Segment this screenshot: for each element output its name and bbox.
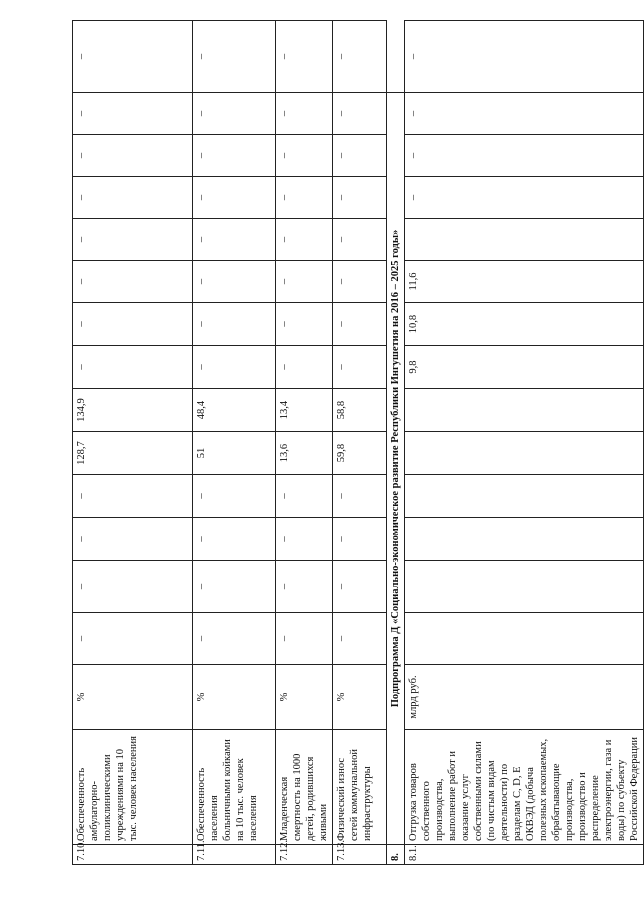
value-cell: – (333, 219, 387, 261)
table-row (333, 21, 387, 865)
rotated-table-container (72, 20, 640, 865)
value-cell: – (193, 21, 276, 93)
value-cell: – (333, 303, 387, 346)
value-cell (405, 518, 644, 561)
value-cell: – (73, 518, 193, 561)
value-cell: 10,8 (405, 303, 644, 346)
section-row (387, 21, 405, 865)
indicator-name: Обеспеченность населения больничными койками на 10 тыс. человек населения (193, 730, 276, 845)
value-cell: – (405, 177, 644, 219)
value-cell: 134,9 (73, 389, 193, 432)
value-cell: – (276, 21, 333, 93)
value-cell: 13,6 (276, 432, 333, 475)
value-cell: – (333, 346, 387, 389)
value-cell: – (333, 93, 387, 135)
unit-cell: % (193, 665, 276, 730)
value-cell: – (73, 613, 193, 665)
table-row (73, 21, 193, 865)
value-cell: – (405, 135, 644, 177)
unit-cell: % (333, 665, 387, 730)
value-cell: – (405, 93, 644, 135)
value-cell: – (73, 21, 193, 93)
value-cell (405, 219, 644, 261)
value-cell: – (276, 219, 333, 261)
value-cell: 11,6 (405, 261, 644, 303)
unit-cell: % (73, 665, 193, 730)
row-number: 7.11. (193, 845, 276, 865)
table-row (193, 21, 276, 865)
value-cell: 9,8 (405, 346, 644, 389)
value-cell: – (276, 346, 333, 389)
value-cell: 51 (193, 432, 276, 475)
value-cell: – (193, 303, 276, 346)
value-cell: – (73, 135, 193, 177)
value-cell: – (276, 93, 333, 135)
section-title: Подпрограмма Д «Социально-экономическое развитие Республики Ингушетия на 2016 – 2025 годы» (387, 93, 405, 845)
value-cell: – (405, 21, 644, 93)
value-cell: – (333, 261, 387, 303)
row-number: 7.13. (333, 845, 387, 865)
table-row (276, 21, 333, 865)
value-cell: – (193, 135, 276, 177)
value-cell (405, 613, 644, 665)
table-row (405, 21, 644, 865)
row-number: 8. (387, 845, 405, 865)
value-cell: – (276, 261, 333, 303)
indicator-name: Физический износ сетей коммунальной инфраструктуры (333, 730, 387, 845)
value-cell: 13,4 (276, 389, 333, 432)
value-cell: – (193, 177, 276, 219)
row-number: 8.1. (405, 845, 644, 865)
value-cell: – (333, 21, 387, 93)
value-cell: – (276, 177, 333, 219)
value-cell: – (276, 135, 333, 177)
value-cell: – (73, 261, 193, 303)
value-cell: – (333, 561, 387, 613)
value-cell: – (333, 613, 387, 665)
unit-cell: % (276, 665, 333, 730)
indicator-name: Обеспеченность амбулаторно-поликлиническими учреждениями на 10 тыс. человек населения (73, 730, 193, 845)
value-cell: – (276, 561, 333, 613)
value-cell: – (73, 177, 193, 219)
value-cell: – (333, 475, 387, 518)
value-cell: – (73, 346, 193, 389)
value-cell: 128,7 (73, 432, 193, 475)
value-cell: – (276, 303, 333, 346)
value-cell: – (333, 177, 387, 219)
value-cell: – (193, 613, 276, 665)
value-cell: – (276, 518, 333, 561)
indicator-table (72, 20, 644, 865)
value-cell (405, 475, 644, 518)
value-cell: – (193, 475, 276, 518)
value-cell: – (276, 475, 333, 518)
value-cell: – (193, 346, 276, 389)
value-cell: – (193, 261, 276, 303)
value-cell: – (73, 303, 193, 346)
value-cell: – (333, 135, 387, 177)
row-number: 7.12. (276, 845, 333, 865)
value-cell: – (193, 93, 276, 135)
value-cell: – (276, 613, 333, 665)
value-cell: – (73, 475, 193, 518)
value-cell: – (193, 518, 276, 561)
page-content (72, 20, 640, 865)
value-cell: – (333, 518, 387, 561)
value-cell: – (193, 561, 276, 613)
row-number: 7.10. (73, 845, 193, 865)
value-cell: – (193, 219, 276, 261)
indicator-name: Отгрузка товаров собственного производства, выполнение работ и оказание услуг собственными силами (по чистым видам деятельности) по разделам C, D, E ОКВЭД (добыча полезных ископаемых, обрабатывающие производства, производство и распределение электроэнергии, газа и воды) по субъекту Российской Федерации (405, 730, 644, 845)
value-cell: – (73, 93, 193, 135)
value-cell: – (73, 219, 193, 261)
indicator-name: Младенческая смертность на 1000 детей, родившихся живыми (276, 730, 333, 845)
value-cell (405, 561, 644, 613)
value-cell: – (73, 561, 193, 613)
value-cell (405, 389, 644, 432)
unit-cell: млрд руб. (405, 665, 644, 730)
value-cell: 59,8 (333, 432, 387, 475)
value-cell: 48,4 (193, 389, 276, 432)
value-cell: 58,8 (333, 389, 387, 432)
value-cell (405, 432, 644, 475)
